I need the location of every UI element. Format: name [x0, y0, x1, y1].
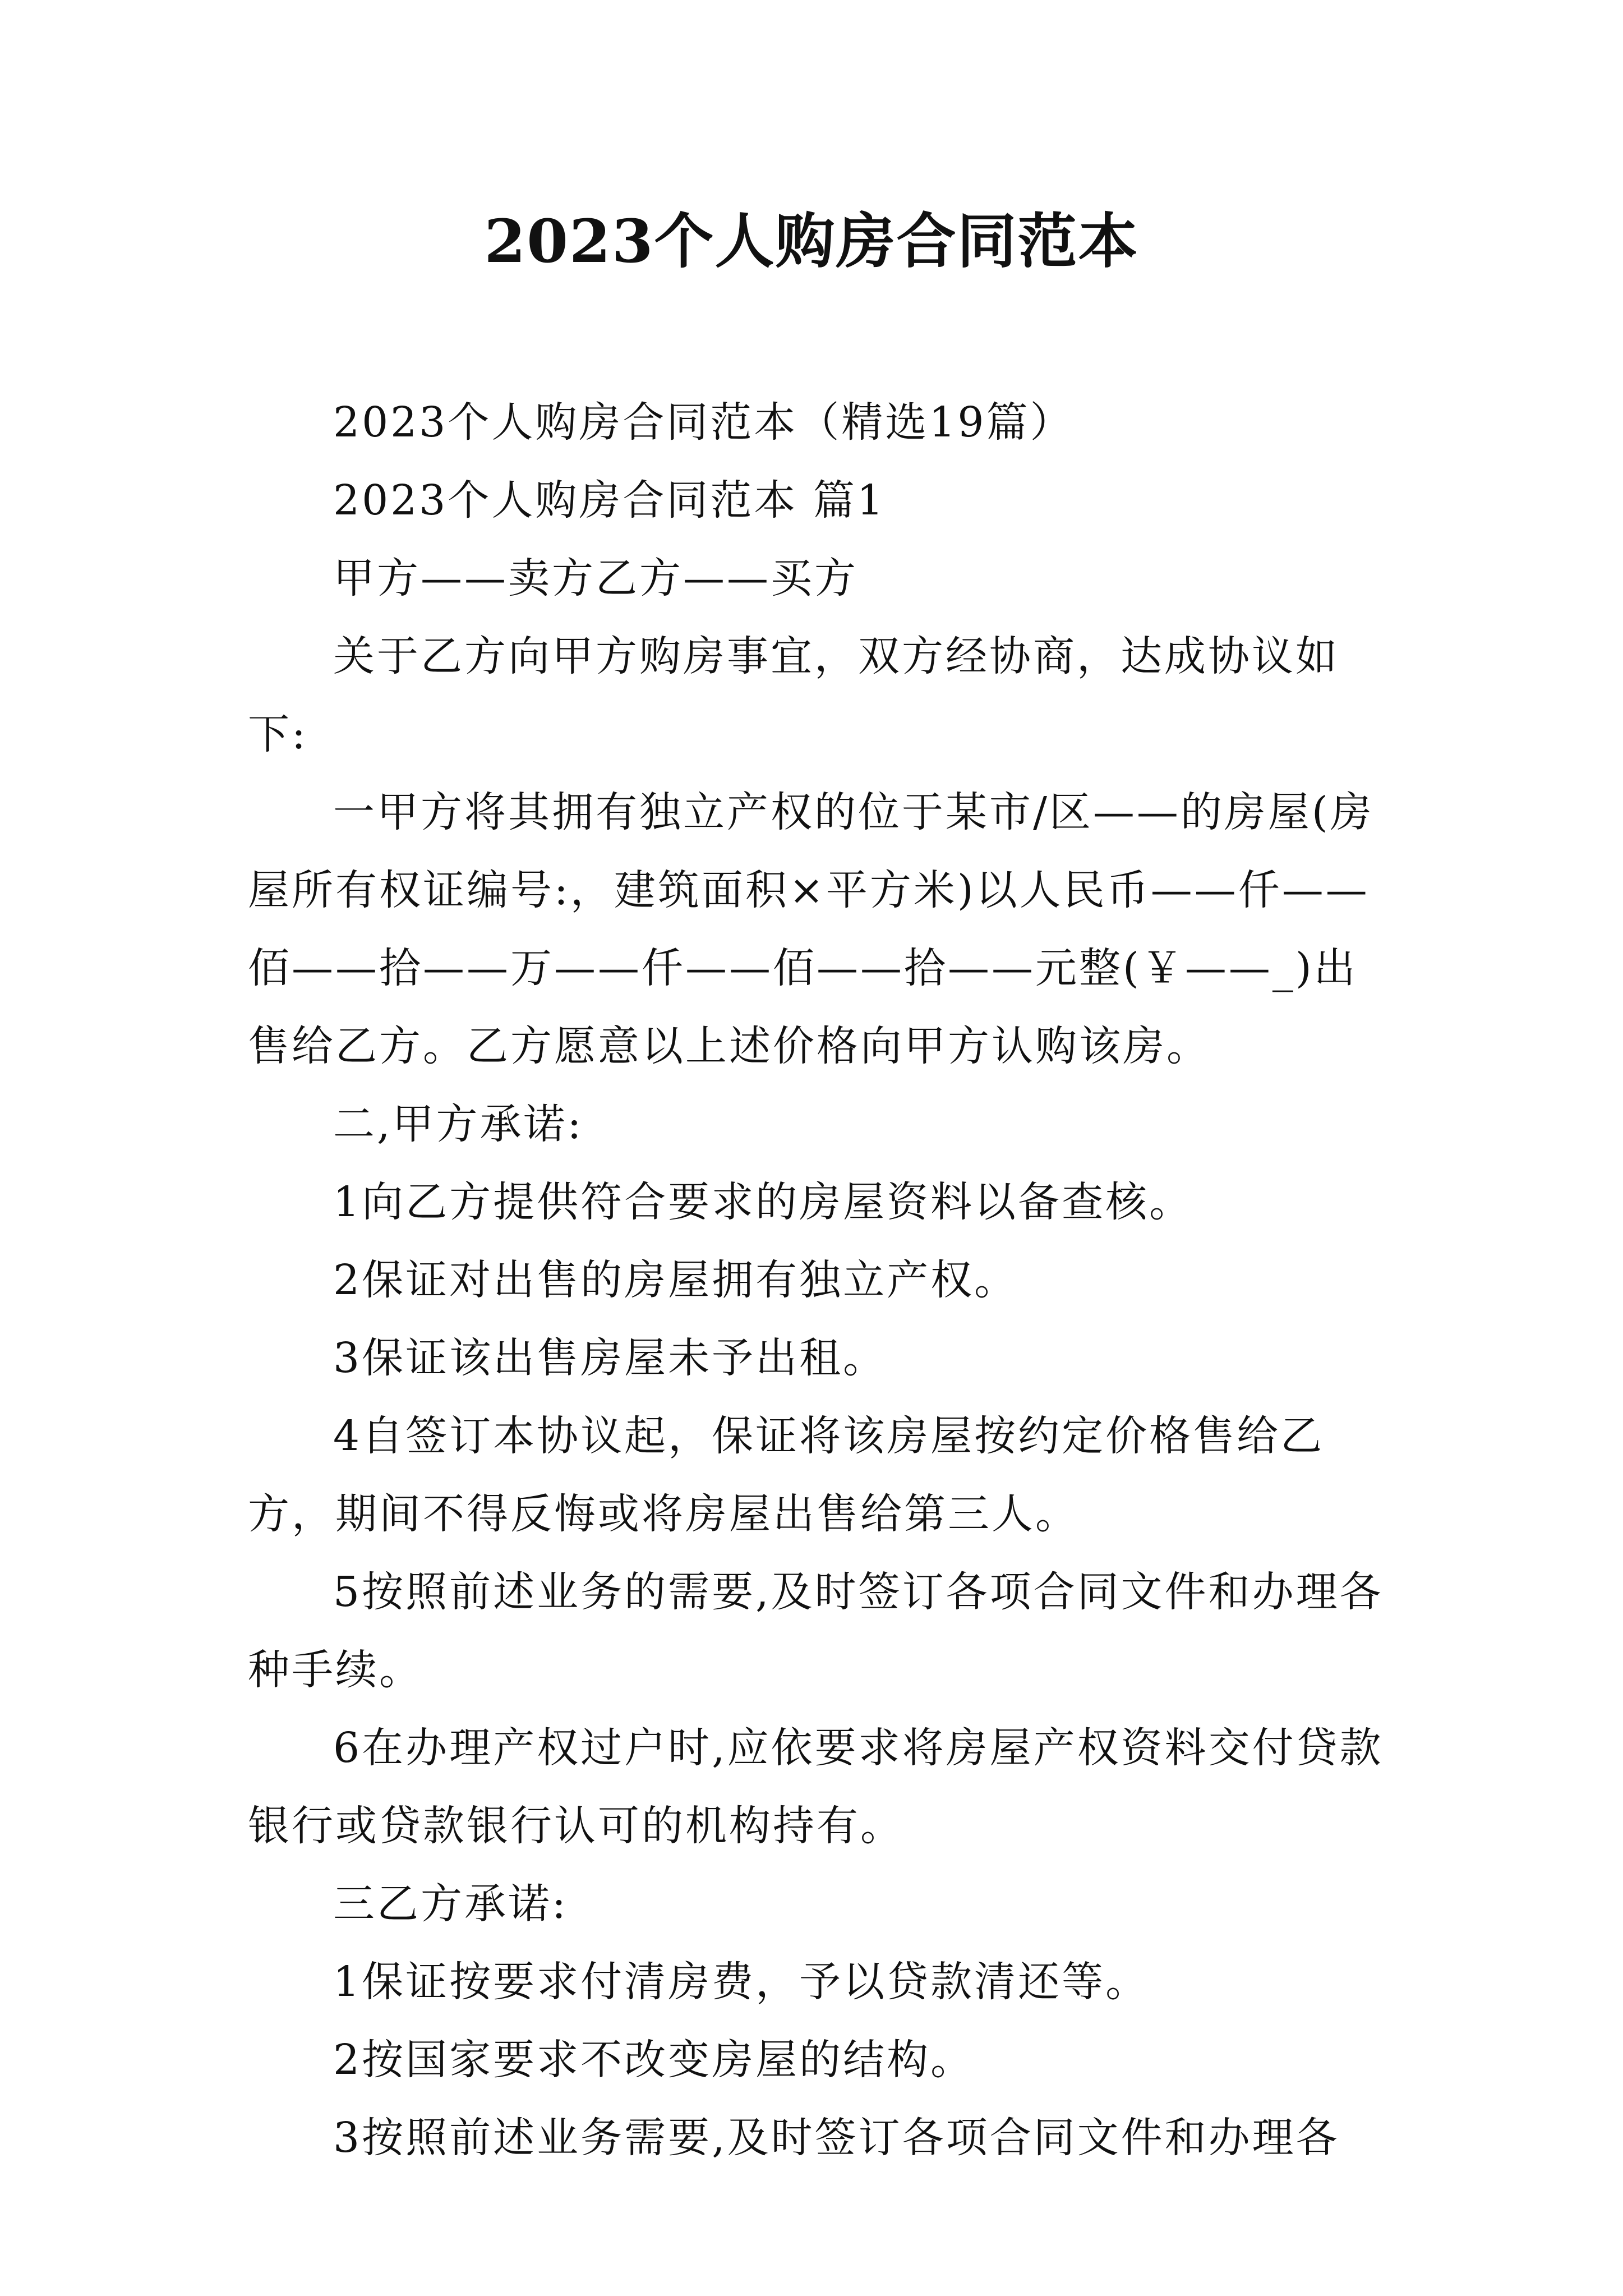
section-heading: 2023个人购房合同范本 篇1 [333, 476, 886, 524]
document-title: 2023个人购房合同范本 [484, 206, 1139, 276]
seller-item-2: 2保证对出售的房屋拥有独立产权。 [333, 1256, 1018, 1304]
buyer-item-1: 1保证按要求付清房费，予以贷款清还等。 [333, 1958, 1150, 2006]
parties-line: 甲方——卖方乙方——买方 [333, 554, 858, 602]
seller-item-4: 4自签订本协议起，保证将该房屋按约定价格售给乙方，期间不得反悔或将房屋出售给第三人。 [248, 1412, 1325, 1538]
clause-heading-seller: 二,甲方承诺: [333, 1100, 584, 1148]
document-body [248, 384, 1392, 2177]
clause-heading-buyer: 三乙方承诺: [333, 1880, 568, 1928]
seller-item-6: 6在办理产权过户时,应依要求将房屋产权资料交付贷款银行或贷款银行认可的机构持有。 [248, 1724, 1384, 1850]
seller-item-1: 1向乙方提供符合要求的房屋资料以备查核。 [333, 1178, 1193, 1226]
subtitle-paragraph: 2023个人购房合同范本（精选19篇） [333, 398, 1074, 447]
buyer-item-2: 2按国家要求不改变房屋的结构。 [333, 2036, 975, 2084]
intro-paragraph: 关于乙方向甲方购房事宜，双方经协商，达成协议如下: [248, 632, 1339, 758]
seller-item-5: 5按照前述业务的需要,及时签订各项合同文件和办理各种手续。 [248, 1568, 1384, 1694]
clause-1-paragraph: 一甲方将其拥有独立产权的位于某市/区——的房屋(房屋所有权证编号:，建筑面积×平方米)以人民币——仟——佰——拾——万——仟——佰——拾——元整(￥——_)出售给乙方。乙方愿意以上述价格向甲方认购该房。 [248, 788, 1374, 1070]
buyer-item-3: 3按照前述业务需要,及时签订各项合同文件和办理各 [333, 2114, 1340, 2162]
seller-item-3: 3保证该出售房屋未予出租。 [333, 1334, 887, 1382]
